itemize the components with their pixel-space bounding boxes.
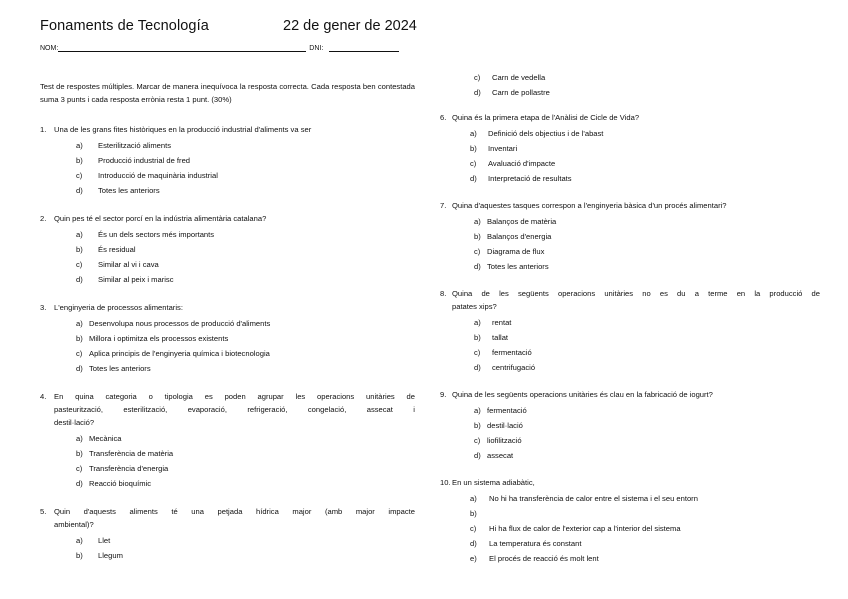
option-item[interactable]: d) Totes les anteriors <box>76 186 160 195</box>
option-item[interactable]: b) Llegum <box>76 551 123 560</box>
option-item[interactable]: a) És un dels sectors més importants <box>76 230 215 239</box>
question-1 <box>40 123 415 198</box>
left-column <box>40 80 415 563</box>
question-8 <box>440 287 820 375</box>
option-list <box>76 533 415 563</box>
option-list <box>76 431 415 491</box>
option-item[interactable]: b) Transferència de matèria <box>76 449 174 458</box>
question-text: L'enginyeria de processos alimentaris: <box>54 303 183 312</box>
question-text-line: pasteurització, esterilització, evaporació, refrigeració, congelació, assecat i <box>54 405 415 414</box>
option-item[interactable]: b) Inventari <box>470 144 518 153</box>
dni-label: DNI: <box>309 45 324 52</box>
option-item[interactable]: c) Introducció de maquinària industrial <box>76 171 218 180</box>
option-item[interactable]: b) Millora i optimitza els processos existents <box>76 334 229 343</box>
question-text: Quina de les següents operacions unitàries és clau en la fabricació de iogurt? <box>452 390 713 399</box>
option-item[interactable]: a) rentat <box>474 318 512 327</box>
student-info-line <box>40 43 399 52</box>
option-item[interactable]: d) Interpretació de resultats <box>470 174 572 183</box>
question-text: Una de les grans fites històriques en la producció industrial d'aliments va ser <box>54 125 312 134</box>
question-text-line: Quin d'aquests aliments té una petjada hídrica major (amb major impacte <box>54 507 415 516</box>
question-text-line: ambiental)? <box>54 520 94 529</box>
option-list <box>474 214 820 274</box>
option-item[interactable]: c) Transferència d'energia <box>76 464 169 473</box>
question-text: Quin pes té el sector porcí en la indústria alimentària catalana? <box>54 214 267 223</box>
option-item[interactable]: b) Balanços d'energia <box>474 232 552 241</box>
question-number: 3. <box>40 303 47 312</box>
option-item[interactable]: b) És residual <box>76 245 136 254</box>
option-list <box>474 315 820 375</box>
option-item[interactable]: c) Diagrama de flux <box>474 247 545 256</box>
option-item[interactable]: d) Reacció bioquímic <box>76 479 152 488</box>
option-list <box>470 491 820 566</box>
option-item[interactable]: a) fermentació <box>474 406 527 415</box>
question-text-line: destil·lació? <box>54 418 95 427</box>
question-5-continued-options <box>474 70 820 100</box>
option-item[interactable]: d) Similar al peix i marisc <box>76 275 174 284</box>
question-2 <box>40 212 415 287</box>
exam-date: 22 de gener de 2024 <box>283 18 417 34</box>
option-list <box>76 138 415 198</box>
question-text-line: patates xips? <box>452 302 497 311</box>
option-item[interactable]: a) Llet <box>76 536 111 545</box>
option-item[interactable]: c) Similar al vi i cava <box>76 260 159 269</box>
question-5 <box>40 505 415 563</box>
option-item[interactable]: b) <box>470 509 477 518</box>
option-item[interactable]: a) Desenvolupa nous processos de producció d'aliments <box>76 319 271 328</box>
question-text-line: Quina de les següents operacions unitàries no es du a terme en la producció de <box>452 289 820 298</box>
question-text-line: En quina categoria o tipologia es poden agrupar les operacions unitàries de <box>54 392 415 401</box>
dni-blank[interactable] <box>329 43 399 52</box>
option-item[interactable]: a) Mecànica <box>76 434 122 443</box>
option-item[interactable]: c) liofilització <box>474 436 522 445</box>
name-label: NOM: <box>40 45 59 52</box>
option-item[interactable]: c) Avaluació d'impacte <box>470 159 556 168</box>
question-text: En un sistema adiabàtic, <box>452 478 535 487</box>
question-number: 5. <box>40 507 47 516</box>
right-column <box>440 70 820 566</box>
option-item[interactable]: a) Esterilització aliments <box>76 141 172 150</box>
option-item[interactable]: b) tallat <box>474 333 509 342</box>
option-item[interactable]: d) Totes les anteriors <box>474 262 549 271</box>
option-item[interactable]: e) El procés de reacció és molt lent <box>470 554 599 563</box>
option-list <box>76 316 415 376</box>
question-4 <box>40 390 415 491</box>
question-9 <box>440 388 820 463</box>
option-item[interactable]: d) La temperatura és constant <box>470 539 582 548</box>
option-item[interactable]: c) fermentació <box>474 348 532 357</box>
question-text: Quina d'aquestes tasques correspon a l'enginyeria bàsica d'un procés alimentari? <box>452 201 727 210</box>
document-title: Fonaments de Tecnología <box>40 18 209 34</box>
question-number: 6. <box>440 113 447 122</box>
option-item[interactable]: b) destil·lació <box>474 421 523 430</box>
option-item[interactable]: a) Definició dels objectius i de l'abast <box>470 129 604 138</box>
question-number: 4. <box>40 392 47 401</box>
option-item[interactable]: a) No hi ha transferència de calor entre el sistema i el seu entorn <box>470 494 698 503</box>
question-number: 7. <box>440 201 447 210</box>
question-6 <box>440 111 820 186</box>
name-blank[interactable] <box>58 43 306 52</box>
question-7 <box>440 199 820 274</box>
instructions: Test de respostes múltiples. Marcar de manera inequívoca la resposta correcta. Cada resposta ben contestada suma 3 punts i cada resposta errònia resta 1 punt. (30%) <box>40 82 415 104</box>
option-list <box>474 403 820 463</box>
option-item[interactable]: c) Aplica principis de l'enginyeria química i biotecnologia <box>76 349 270 358</box>
option-list <box>76 227 415 287</box>
question-10 <box>440 476 820 566</box>
question-number: 9. <box>440 390 447 399</box>
option-list <box>470 126 820 186</box>
option-item[interactable]: b) Producció industrial de fred <box>76 156 191 165</box>
option-item[interactable]: d) centrifugació <box>474 363 536 372</box>
question-text: Quina és la primera etapa de l'Anàlisi de Cicle de Vida? <box>452 113 640 122</box>
question-number: 1. <box>40 125 47 134</box>
option-item[interactable]: d) Carn de pollastre <box>474 88 550 97</box>
option-item[interactable]: c) Hi ha flux de calor de l'exterior cap a l'interior del sistema <box>470 524 681 533</box>
option-item[interactable]: d) Totes les anteriors <box>76 364 151 373</box>
question-3 <box>40 301 415 376</box>
question-number: 10. <box>440 478 451 487</box>
question-number: 2. <box>40 214 47 223</box>
option-item[interactable]: c) Carn de vedella <box>474 73 546 82</box>
option-item[interactable]: a) Balanços de matèria <box>474 217 557 226</box>
question-number: 8. <box>440 289 447 298</box>
option-item[interactable]: d) assecat <box>474 451 514 460</box>
